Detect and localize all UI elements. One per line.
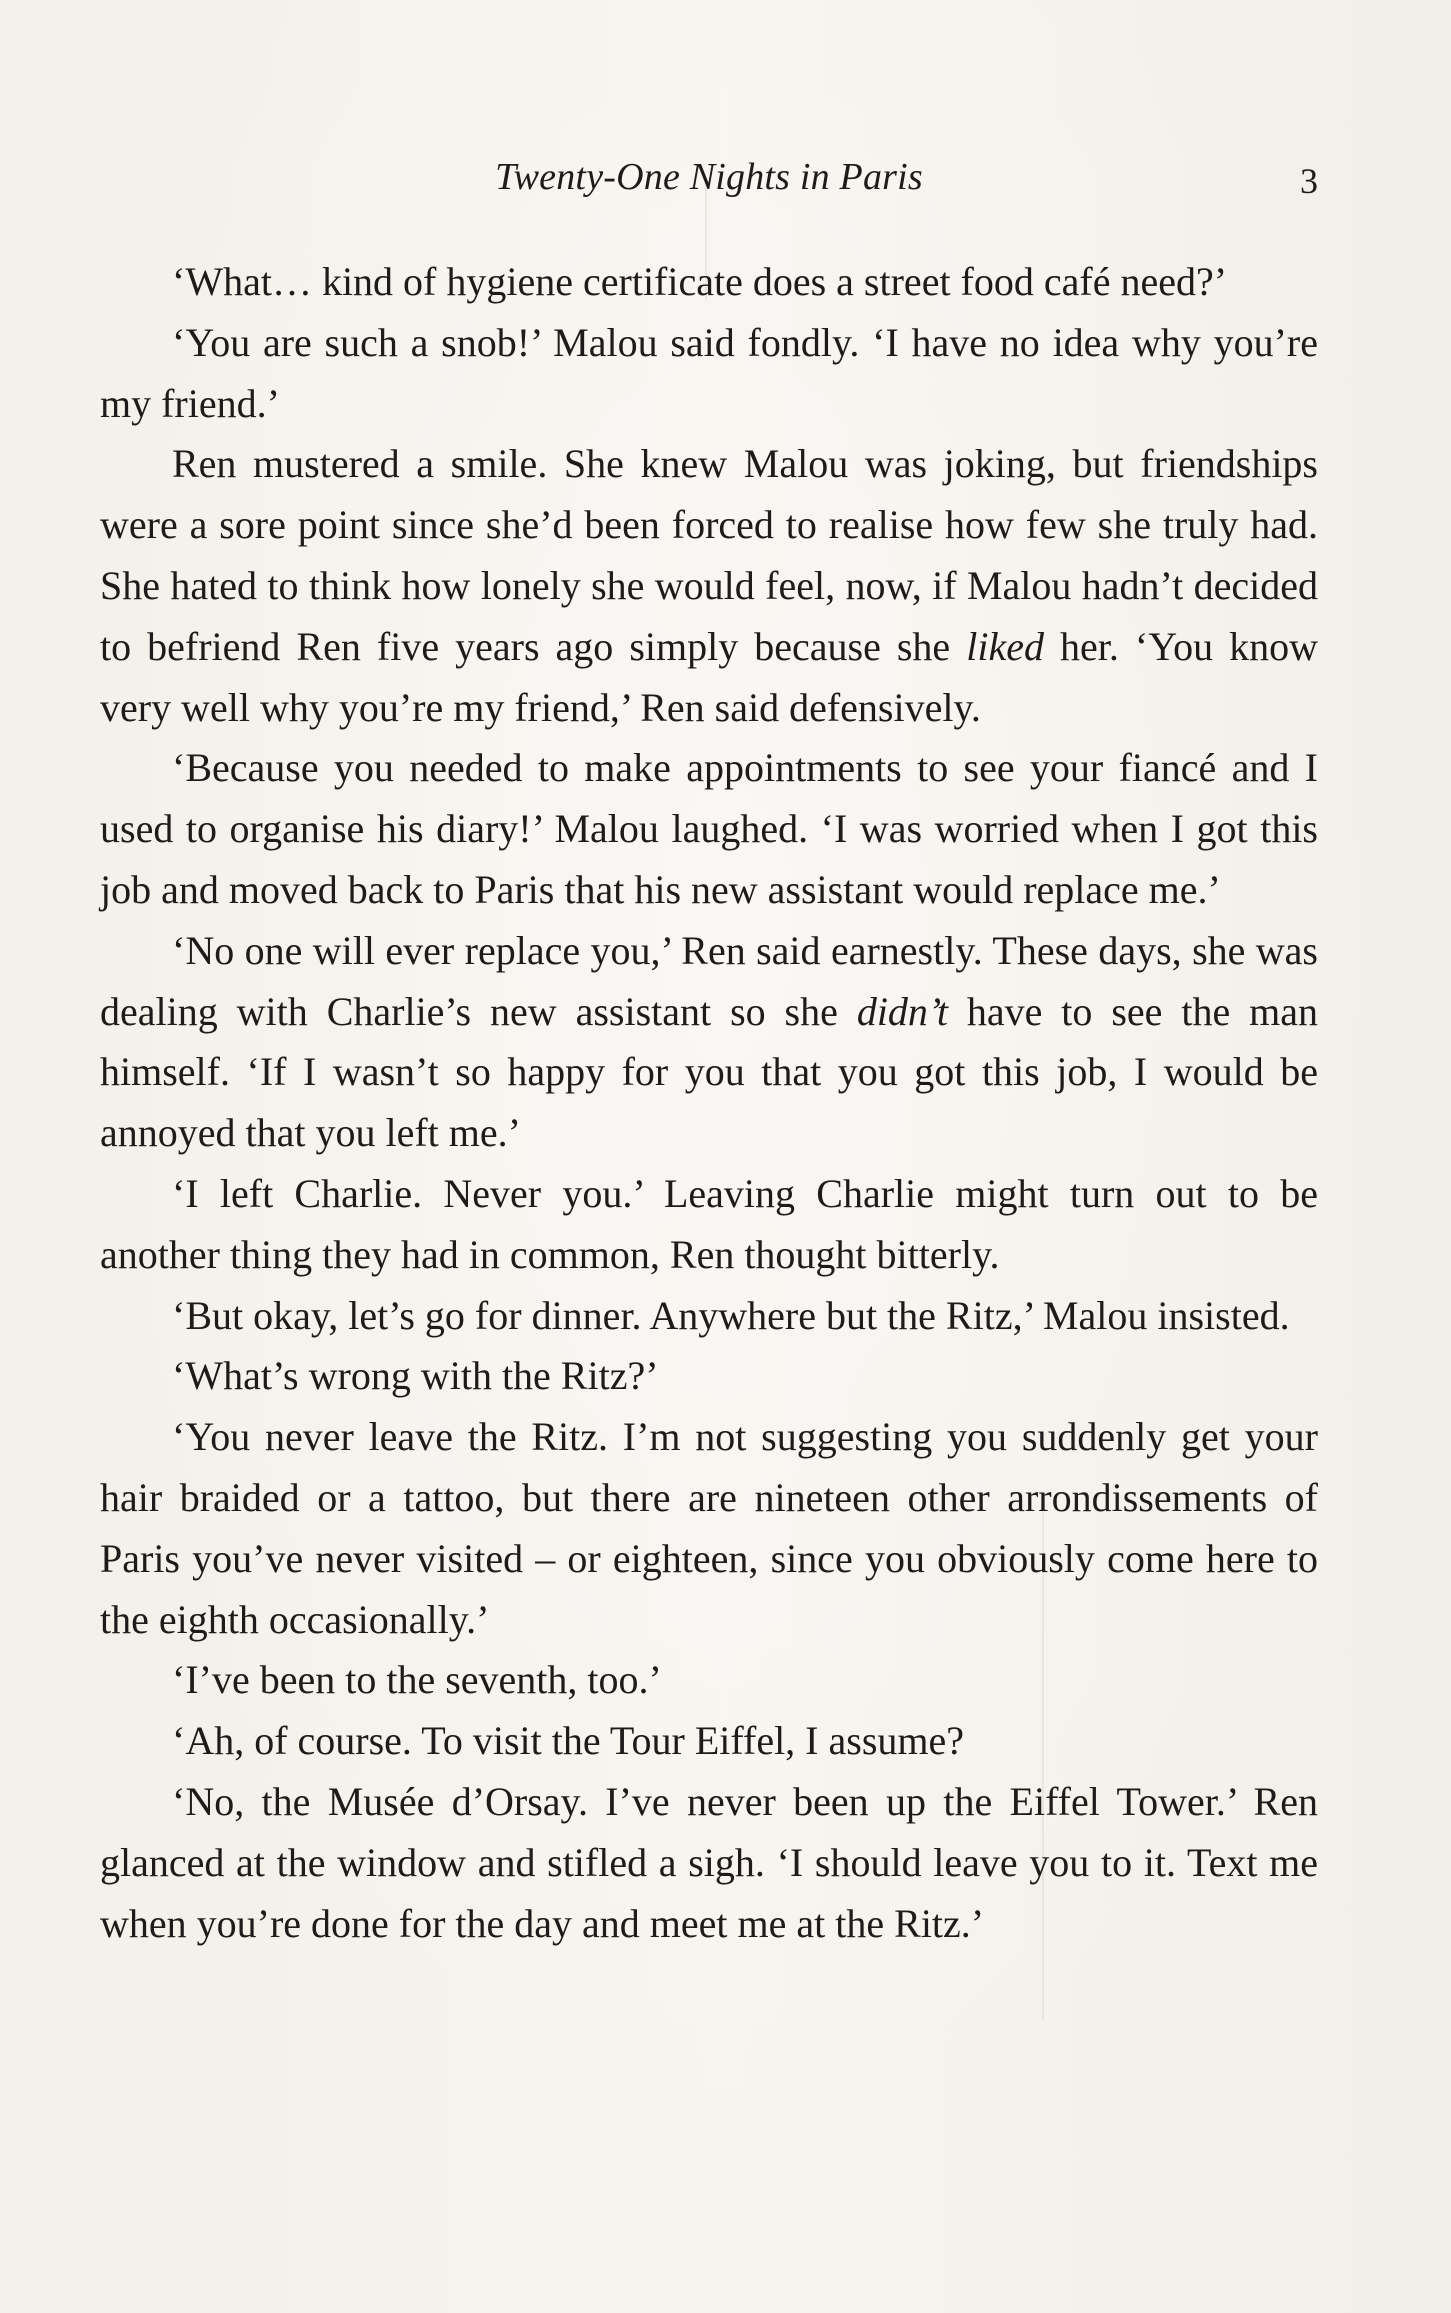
- paragraph: ‘What’s wrong with the Ritz?’: [172, 1353, 659, 1399]
- paragraph: ‘I’ve been to the seventh, too.’: [172, 1657, 662, 1703]
- paragraph: [100, 434, 1318, 738]
- paragraph: ‘No, the Musée d’Orsay. I’ve never been up the Eiffel Tower.’ Ren glanced at the window and stifled a sigh. ‘I should leave you to it. Text me when you’re done for the day and meet me at the Ritz.’: [100, 1778, 1318, 1946]
- paragraph: ‘I left Charlie. Never you.’ Leaving Charlie might turn out to be another thing they had in common, Ren thought bitterly.: [100, 1170, 1318, 1277]
- paragraph: ‘Because you needed to make appointments to see your fiancé and I used to organise his diary!’ Malou laughed. ‘I was worried when I got this job and moved back to Paris that his new assistant would replace me.’: [100, 745, 1318, 912]
- paragraph: ‘You are such a snob!’ Malou said fondly. ‘I have no idea why you’re my friend.’: [100, 319, 1318, 426]
- paragraph-text: have to see the man himself. ‘If I wasn’t so happy for you that you got this job, I would be annoyed that you left me.’: [100, 988, 1318, 1156]
- body-text: [100, 252, 1318, 1954]
- paragraph: [100, 921, 1318, 1164]
- paragraph: ‘But okay, let’s go for dinner. Anywhere but the Ritz,’ Malou insisted.: [172, 1292, 1290, 1338]
- paragraph: ‘What… kind of hygiene certificate does a street food café need?’: [172, 259, 1228, 304]
- paragraph-text: Ren mustered a smile. She knew Malou was joking, but friendships were a sore point since she’d been forced to realise how few she truly had. She hated to think how lonely she would feel, now, if Malou hadn’t decided to befriend Ren five years ago simply because she: [100, 441, 1318, 669]
- page-header: [100, 152, 1318, 202]
- emphasis-text: didn’t: [856, 988, 948, 1034]
- emphasis-text: liked: [966, 623, 1044, 669]
- page-number: 3: [1300, 161, 1318, 201]
- paragraph-text: her. ‘You know very well why you’re my friend,’ Ren said defensively.: [100, 623, 1318, 730]
- paragraph: ‘You never leave the Ritz. I’m not suggesting you suddenly get your hair braided or a tattoo, but there are nineteen other arrondissements of Paris you’ve never visited – or eighteen, since you obviously come here to the eighth occasionally.’: [100, 1414, 1318, 1642]
- paragraph: ‘Ah, of course. To visit the Tour Eiffel, I assume?: [172, 1718, 965, 1764]
- paragraph-text: ‘No one will ever replace you,’ Ren said earnestly. These days, she was dealing with Charlie’s new assistant so she: [100, 927, 1318, 1034]
- running-title: Twenty-One Nights in Paris: [495, 156, 923, 198]
